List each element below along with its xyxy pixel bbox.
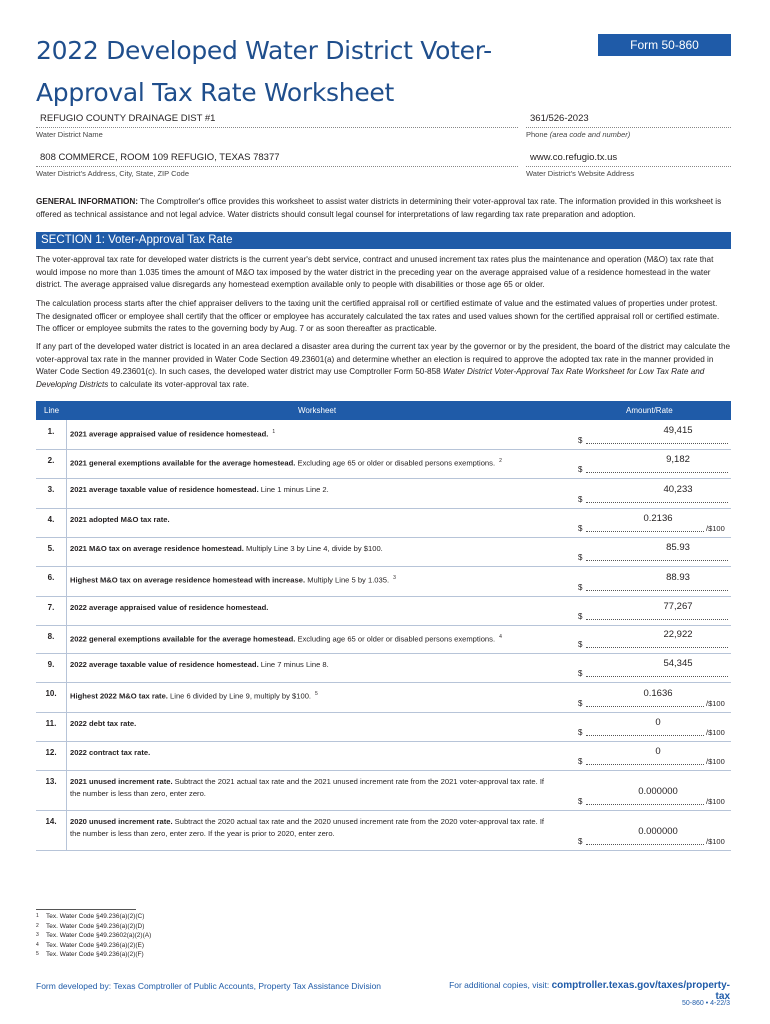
line-description-text: Excluding age 65 or older or disabled persons exemptions. (295, 458, 496, 468)
col-amount-header: Amount/Rate (626, 406, 673, 415)
amount-field[interactable] (578, 826, 728, 846)
amount-value[interactable]: 49,415 (663, 425, 693, 436)
amount-field[interactable] (578, 484, 728, 504)
amount-field[interactable] (578, 425, 728, 445)
line-description-bold: 2022 average appraised value of residence homestead. (70, 603, 269, 612)
line-description-bold: 2021 unused increment rate. (70, 777, 173, 786)
dollar-sign: $ (578, 436, 583, 445)
amount-value[interactable]: 0.000000 (638, 826, 678, 837)
amount-underline (586, 764, 704, 765)
amount-underline (586, 472, 728, 473)
website-value[interactable]: www.co.refugio.tx.us (530, 152, 618, 163)
rate-unit: /$100 (706, 757, 725, 766)
dollar-sign: $ (578, 728, 583, 737)
form-number-badge: Form 50-860 (598, 34, 731, 56)
amount-underline (586, 502, 728, 503)
amount-field[interactable] (578, 746, 728, 766)
line-description (70, 816, 555, 840)
column-divider (66, 682, 67, 712)
table-row (36, 508, 731, 538)
district-name-label: Water District Name (36, 130, 103, 139)
footnote (36, 950, 151, 960)
table-row (36, 537, 731, 567)
line-description (70, 776, 555, 800)
table-row (36, 770, 731, 811)
phone-value[interactable]: 361/526-2023 (530, 113, 589, 124)
table-row (36, 810, 731, 851)
section1-para3: If any part of the developed water district is located in an area declared a disaster area during the current tax year by the governor or by the president, the board of the district may calculate the voter-approval tax rate in the manner provided in Water Code Section 49.23601(a) and determine whether an election is required to approve the adopted tax rate in the manner provided in Water Code Section 49.23601(c). In such cases, the developed water district may use Comptroller Form 50-858 Water District Voter-Approval Tax Rate Worksheet for Low Tax Rate and Developing Districts to calculate its voter-approval tax rate. (36, 342, 731, 389)
footnote (36, 922, 151, 932)
form-title-line2: Approval Tax Rate Worksheet (36, 78, 394, 107)
line-number: 10. (45, 689, 57, 698)
column-divider (66, 810, 67, 850)
line-description (70, 514, 555, 526)
line-description-bold: 2021 M&O tax on average residence homestead. (70, 544, 244, 553)
amount-underline (586, 676, 728, 677)
footnote-ref: 2 (499, 458, 502, 464)
line-description-bold: 2022 debt tax rate. (70, 719, 137, 728)
line-number: 8. (47, 632, 55, 641)
footnote-ref: 4 (499, 634, 502, 640)
dollar-sign: $ (578, 699, 583, 708)
column-divider (66, 770, 67, 810)
dollar-sign: $ (578, 495, 583, 504)
footnote-number: 1 (36, 913, 39, 919)
line-number: 7. (47, 603, 55, 612)
line-number: 12. (45, 748, 57, 757)
line-description-bold: 2020 unused increment rate. (70, 817, 173, 826)
line-description-text: Excluding age 65 or older or disabled persons exemptions. (295, 634, 496, 644)
footnote (36, 941, 151, 951)
rate-unit: /$100 (706, 728, 725, 737)
line-number: 4. (47, 515, 55, 524)
table-row (36, 625, 731, 654)
dollar-sign: $ (578, 524, 583, 533)
table-row (36, 682, 731, 713)
footnote (36, 931, 151, 941)
address-value[interactable]: 808 COMMERCE, ROOM 109 REFUGIO, TEXAS 78377 (40, 152, 280, 163)
amount-underline (586, 844, 704, 845)
column-divider (66, 508, 67, 537)
line-description-bold: 2021 average appraised value of residence homestead. (70, 429, 269, 439)
column-divider (66, 537, 67, 566)
line-description-bold: 2022 contract tax rate. (70, 748, 151, 757)
amount-value[interactable]: 54,345 (663, 658, 693, 669)
amount-value[interactable]: 0.000000 (638, 786, 678, 797)
amount-field[interactable] (578, 717, 728, 737)
website-rule (526, 166, 731, 168)
amount-field[interactable] (578, 513, 728, 533)
amount-field[interactable] (578, 601, 728, 621)
line-number: 14. (45, 817, 57, 826)
line-description-text: Subtract the 2021 actual tax rate and the 2021 unused increment rate from the 2021 voter-approval tax rate. If the number is less than zero, enter zero. (70, 777, 545, 798)
footnote-number: 4 (36, 941, 39, 948)
line-description (70, 688, 555, 703)
dollar-sign: $ (578, 553, 583, 562)
table-row (36, 449, 731, 479)
footnote-text: Tex. Water Code §49.236(a)(2)(F) (46, 951, 144, 958)
footnote-number: 5 (36, 951, 39, 957)
column-divider (66, 712, 67, 741)
section1-para2: The calculation process starts after the chief appraiser delivers to the taxing unit the certified appraisal roll or certified estimate of value and the estimated values of properties under protest. The designated officer or employee shall certify that the officer or employee has accurately calculated the tax rates and used values shown for the certified appraisal roll or certified estimate. The officer or employee submits the rates to the governing body by Aug. 7 or as soon thereafter as practicable. (36, 299, 720, 333)
col-worksheet-header: Worksheet (298, 406, 337, 415)
amount-underline (586, 647, 728, 648)
district-name-value[interactable]: REFUGIO COUNTY DRAINAGE DIST #1 (40, 113, 216, 124)
table-row (36, 566, 731, 597)
amount-value[interactable]: 88.93 (666, 572, 690, 583)
amount-field[interactable] (578, 688, 728, 708)
line-number: 6. (47, 573, 55, 582)
form-title (36, 30, 596, 114)
website-label: Water District's Website Address (526, 169, 635, 178)
line-description-text: Subtract the 2020 actual tax rate and the 2020 unused increment rate from the 2020 voter-approval tax rate. If the number is less than zero, enter zero. If the year is prior to 2020, enter zero. (70, 817, 545, 838)
table-row (36, 478, 731, 509)
line-number: 1. (47, 427, 55, 436)
amount-underline (586, 735, 704, 736)
line-description-text: Multiply Line 3 by Line 4, divide by $100. (243, 544, 383, 553)
footnote-text: Tex. Water Code §49.236(a)(2)(C) (46, 913, 145, 920)
amount-value[interactable]: 0.1636 (643, 688, 673, 699)
amount-value[interactable]: 40,233 (663, 484, 693, 495)
column-divider (66, 653, 67, 682)
column-divider (66, 625, 67, 653)
amount-underline (586, 443, 728, 444)
line-number: 2. (47, 456, 55, 465)
amount-underline (586, 804, 704, 805)
dollar-sign: $ (578, 612, 583, 621)
column-divider (66, 596, 67, 625)
line-description-bold: Highest M&O tax on average residence homestead with increase. (70, 575, 306, 585)
line-description (70, 659, 555, 671)
footnotes (36, 912, 151, 960)
amount-field[interactable] (578, 629, 728, 649)
footer-url-link[interactable]: comptroller.texas.gov/taxes/property-tax (551, 980, 730, 1002)
amount-underline (586, 560, 728, 561)
footer-form-id: 50-860 • 4-22/3 (682, 1000, 730, 1007)
line-number: 11. (45, 719, 57, 728)
line-description-bold: 2021 general exemptions available for the average homestead. (70, 458, 296, 468)
amount-field[interactable] (578, 786, 728, 806)
line-description (70, 747, 555, 759)
line-description-bold: 2022 average taxable value of residence homestead. (70, 660, 259, 669)
dollar-sign: $ (578, 757, 583, 766)
amount-underline (586, 619, 728, 620)
phone-rule (526, 127, 731, 129)
amount-field[interactable] (578, 454, 728, 474)
column-divider (66, 478, 67, 508)
rate-unit: /$100 (706, 797, 725, 806)
footnote-text: Tex. Water Code §49.23602(a)(2)(A) (46, 932, 152, 939)
footer-developer: Form developed by: Texas Comptroller of Public Accounts, Property Tax Assistance Division (36, 981, 382, 991)
dollar-sign: $ (578, 640, 583, 649)
amount-value[interactable]: 0 (655, 746, 661, 757)
address-rule (36, 166, 518, 168)
amount-underline (586, 531, 704, 532)
rate-unit: /$100 (706, 699, 725, 708)
amount-field[interactable] (578, 542, 728, 562)
line-description-text: Line 1 minus Line 2. (258, 485, 329, 494)
amount-underline (586, 706, 704, 707)
col-line-header: Line (44, 406, 60, 415)
section1-para1: The voter-approval tax rate for developed water districts is the current year's debt service, contract and unused increment tax rates plus the maintenance and operation (M&O) tax rate that would impose no more than 1.035 times the amount of M&O tax imposed by the water district in the preceding year on the average appraised value of a residence homestead in the water district. The average appraised value disregards any homestead exemption available only to people with disabilities or those age 65 or older. (36, 255, 714, 289)
footnote-ref: 3 (393, 575, 396, 581)
amount-value[interactable]: 77,267 (663, 601, 693, 612)
line-description (70, 572, 555, 587)
dollar-sign: $ (578, 797, 583, 806)
district-name-rule (36, 127, 518, 129)
dollar-sign: $ (578, 837, 583, 846)
line-description (70, 426, 555, 441)
column-divider (66, 449, 67, 478)
footer-copies: For additional copies, visit: comptroller.texas.gov/taxes/property-tax (449, 980, 730, 1002)
table-row (36, 712, 731, 742)
amount-value[interactable]: 0.2136 (643, 513, 673, 524)
general-info-text: The Comptroller's office provides this worksheet to assist water districts in determining their voter-approval tax rate. The information provided in this worksheet is offered as technical assistance and not legal advice. Water districts should consult legal counsel for interpretations of law regarding tax rate preparation and adoption. (36, 197, 722, 219)
footnote-ref: 5 (315, 691, 318, 697)
line-number: 3. (47, 485, 55, 494)
footnote-text: Tex. Water Code §49.236(a)(2)(E) (46, 941, 145, 949)
line-description (70, 455, 555, 470)
line-number: 9. (47, 660, 55, 669)
line-description-bold: 2022 general exemptions available for the average homestead. (70, 634, 296, 644)
amount-value[interactable]: 22,922 (663, 629, 693, 640)
form-title-line1: 2022 Developed Water District Voter- (36, 36, 492, 65)
column-divider (66, 741, 67, 770)
amount-value[interactable]: 0 (655, 717, 661, 728)
line-description (70, 718, 555, 730)
table-row (36, 653, 731, 683)
address-label: Water District's Address, City, State, ZIP Code (36, 169, 190, 178)
line-description-bold: 2021 adopted M&O tax rate. (70, 515, 170, 524)
footnote-number: 3 (36, 932, 39, 938)
line-description (70, 543, 555, 555)
footnote-rule (36, 909, 136, 910)
table-row (36, 741, 731, 771)
line-description-text: Line 7 minus Line 8. (258, 660, 329, 669)
line-description (70, 631, 555, 646)
table-row (36, 420, 731, 450)
amount-underline (586, 590, 728, 591)
general-information (36, 196, 736, 221)
general-info-label: GENERAL INFORMATION: (36, 197, 139, 206)
line-description-text: Line 6 divided by Line 9, multiply by $100. (167, 691, 312, 701)
line-description (70, 484, 555, 496)
line-number: 13. (45, 777, 57, 786)
rate-unit: /$100 (706, 524, 725, 533)
worksheet-table-header (36, 401, 731, 420)
amount-value[interactable]: 9,182 (666, 454, 690, 465)
dollar-sign: $ (578, 669, 583, 678)
column-divider (66, 420, 67, 449)
amount-field[interactable] (578, 658, 728, 678)
line-number: 5. (47, 544, 55, 553)
line-description-bold: Highest 2022 M&O tax rate. (70, 691, 168, 701)
line-description-bold: 2021 average taxable value of residence homestead. (70, 485, 259, 494)
footnote (36, 912, 151, 922)
dollar-sign: $ (578, 465, 583, 474)
footnote-number: 2 (36, 922, 39, 929)
amount-value[interactable]: 85.93 (666, 542, 690, 553)
line-description (70, 602, 555, 614)
dollar-sign: $ (578, 583, 583, 592)
section1-header: SECTION 1: Voter-Approval Tax Rate (36, 232, 731, 249)
footnote-text: Tex. Water Code §49.236(a)(2)(D) (46, 922, 145, 930)
table-row (36, 596, 731, 626)
line-description-text: Multiply Line 5 by 1.035. (305, 575, 390, 585)
rate-unit: /$100 (706, 837, 725, 846)
amount-field[interactable] (578, 572, 728, 592)
phone-label: Phone (area code and number) (526, 130, 631, 139)
footnote-ref: 1 (272, 429, 276, 435)
column-divider (66, 566, 67, 596)
